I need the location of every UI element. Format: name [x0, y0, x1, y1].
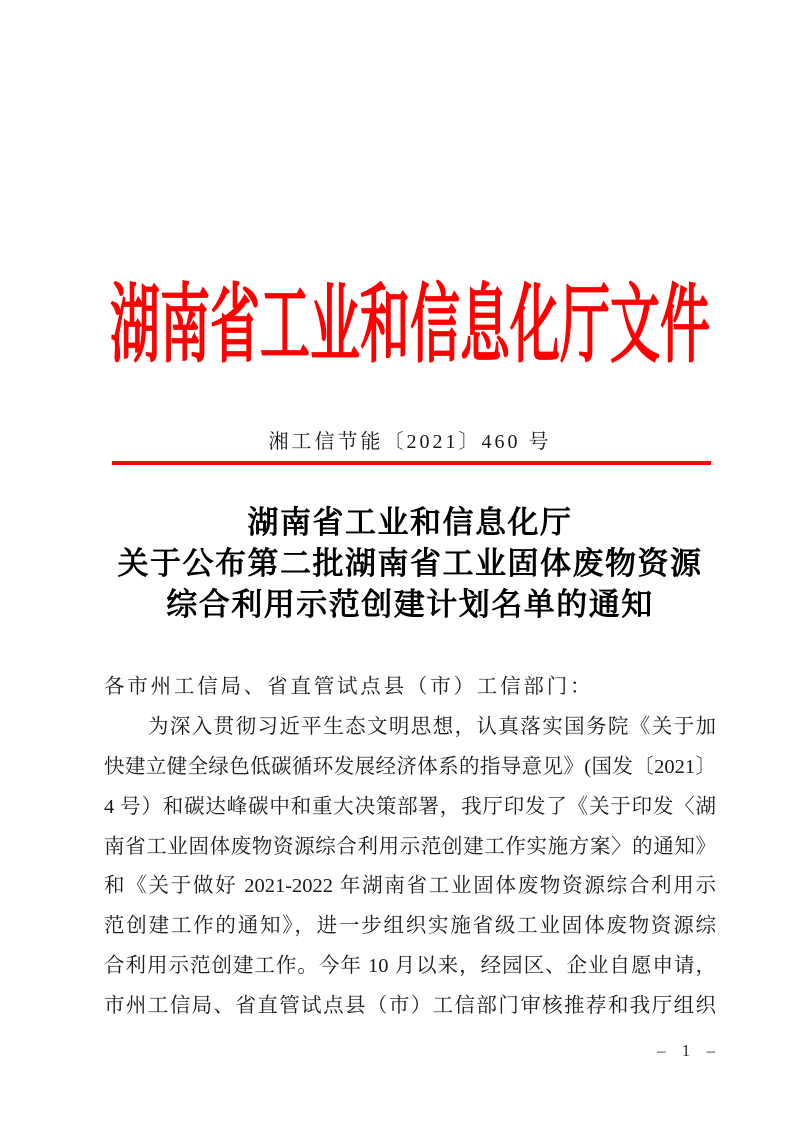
body-line: 和《关于做好 2021-2022 年湖南省工业固体废物资源综合利用示	[104, 875, 716, 898]
body-line: 快建立健全绿色低碳循环发展经济体系的指导意见》(国发〔2021〕	[104, 755, 716, 778]
notice-title-line-3: 综合利用示范创建计划名单的通知	[166, 587, 654, 622]
letterhead	[13, 276, 794, 374]
body-line: 范创建工作的通知》，进一步组织实施省级工业固体废物资源综	[104, 915, 716, 938]
body-line: 南省工业固体废物资源综合利用示范创建工作实施方案〉的通知》	[104, 835, 716, 858]
salutation-line: 各市州工信局、省直管试点县（市）工信部门：	[104, 676, 594, 698]
doc-reference-number: 湘工信节能〔2021〕460 号	[268, 431, 552, 453]
letterhead-title: 湖南省工业和信息化厅文件	[110, 276, 710, 374]
red-separator-line	[112, 461, 711, 465]
notice-title	[13, 502, 794, 625]
notice-title-line-2: 关于公布第二批湖南省工业固体废物资源	[117, 546, 703, 581]
body-line: 市州工信局、省直管试点县（市）工信部门审核推荐和我厅组织	[104, 995, 716, 1018]
body-line: 合利用示范创建工作。今年 10 月以来，经园区、企业自愿申请，	[104, 955, 716, 978]
body-line: 4 号）和碳达峰碳中和重大决策部署，我厅印发了《关于印发〈湖	[104, 795, 716, 818]
body-line: 为深入贯彻习近平生态文明思想，认真落实国务院《关于加	[148, 715, 716, 738]
page-number: – 1 –	[657, 1041, 721, 1060]
notice-title-line-1: 湖南省工业和信息化厅	[247, 505, 573, 540]
notice-body	[104, 668, 716, 1027]
